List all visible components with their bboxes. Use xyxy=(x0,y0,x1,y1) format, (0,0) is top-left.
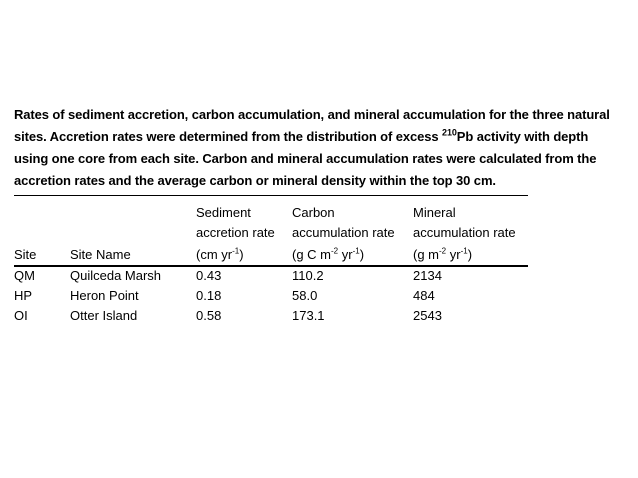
caption-text-part2: activity with depth using one core from each site. Carbon and mineral accumulation rates were calculated from the accretion rates and the average carbon or mineral density within the top 30 cm. xyxy=(14,129,597,188)
header-carbon-line2: accumulation rate xyxy=(292,225,395,240)
header-sediment-line1: Sediment xyxy=(196,205,251,220)
isotope-mass-number: 210 xyxy=(442,127,457,138)
row-1-site: QM xyxy=(14,268,35,283)
row-1-sediment: 0.43 xyxy=(196,268,222,283)
header-site: Site xyxy=(14,247,37,262)
row-2-name: Heron Point xyxy=(70,288,139,303)
row-3-carbon: 173.1 xyxy=(292,308,325,323)
row-1-name: Quilceda Marsh xyxy=(70,268,162,283)
header-mineral-line1: Mineral xyxy=(413,205,456,220)
isotope-symbol: Pb xyxy=(456,129,474,144)
row-3-sediment: 0.58 xyxy=(196,308,222,323)
row-3-name: Otter Island xyxy=(70,308,138,323)
row-2-carbon: 58.0 xyxy=(292,288,318,303)
row-2-site: HP xyxy=(14,288,33,303)
header-carbon-line1: Carbon xyxy=(292,205,335,220)
row-3-mineral: 2543 xyxy=(413,308,442,323)
header-mineral-line2: accumulation rate xyxy=(413,225,516,240)
row-1-carbon: 110.2 xyxy=(292,268,324,283)
table-caption xyxy=(14,104,624,192)
row-3-site: OI xyxy=(14,308,28,323)
row-2-sediment: 0.18 xyxy=(196,288,222,303)
header-sediment-line2: accretion rate xyxy=(196,225,275,240)
header-site-name: Site Name xyxy=(70,247,131,262)
header-carbon-unit: (g C $m^{-2}$ $yr^{-1}$) xyxy=(292,246,365,262)
header-mineral-unit: (g $m^{-2}$ $yr^{-1}$) xyxy=(413,246,473,262)
row-2-mineral: 484 xyxy=(413,288,435,303)
table-top-rule xyxy=(14,195,528,196)
header-sediment-unit: (cm $yr^{-1}$) xyxy=(196,246,244,262)
row-1-mineral: 2134 xyxy=(413,268,442,283)
caption-text-part1: Rates of sediment accretion, carbon accumulation, and mineral accumulation for the three natural sites. Accretion rates were determined from the distribution of excess xyxy=(14,107,610,144)
